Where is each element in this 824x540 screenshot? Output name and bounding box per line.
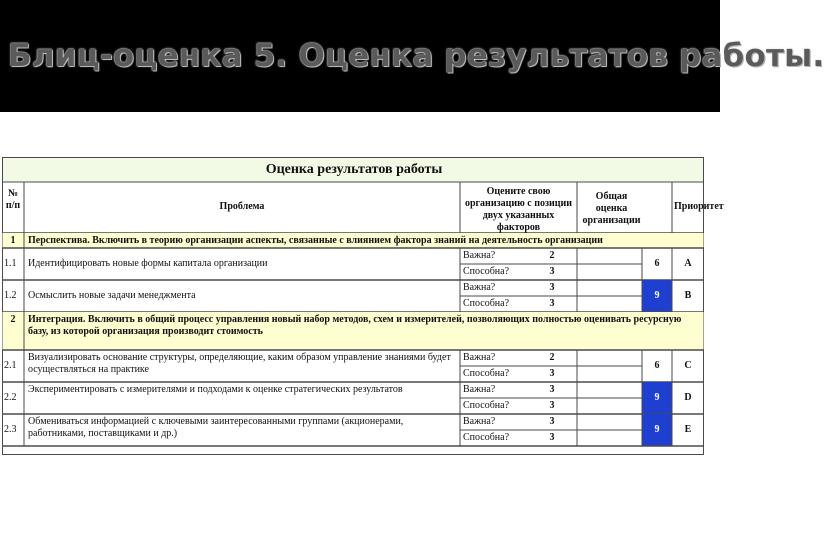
important-label: Важна? xyxy=(463,282,496,293)
able-label: Способна? xyxy=(463,266,510,277)
important-label: Важна? xyxy=(463,384,496,395)
important-score: 2 xyxy=(549,250,555,261)
slide-title: Блиц-оценка 5. Оценка результатов работы. xyxy=(8,38,824,74)
title-banner xyxy=(0,0,824,112)
header-problem: Проблема xyxy=(219,201,265,212)
priority-value: C xyxy=(684,360,692,371)
header-overall: Общая оценка организации xyxy=(582,191,641,226)
item-num: 2.3 xyxy=(4,424,17,435)
overall-score: 9 xyxy=(654,424,660,435)
item-problem: Экспериментировать с измерителями и подходами к оценке стратегических результатов xyxy=(28,384,403,395)
priority-value: D xyxy=(684,392,692,403)
able-label: Способна? xyxy=(463,298,510,309)
important-label: Важна? xyxy=(463,352,496,363)
overall-score: 6 xyxy=(654,258,660,269)
priority-value: A xyxy=(684,258,692,269)
able-score: 3 xyxy=(549,298,555,309)
priority-value: E xyxy=(684,424,692,435)
section-num: 2 xyxy=(10,314,16,325)
item-problem: Идентифицировать новые формы капитала организации xyxy=(28,258,268,269)
important-label: Важна? xyxy=(463,416,496,427)
overall-score: 6 xyxy=(654,360,660,371)
item-problem: Визуализировать основание структуры, определяющие, каким образом управление знаниями будет осуществляться на практике xyxy=(28,352,451,375)
item-problem: Обмениваться информацией с ключевыми заинтересованными группами (акционерами, работниками, поставщиками и др.) xyxy=(28,416,404,439)
important-score: 2 xyxy=(549,352,555,363)
able-score: 3 xyxy=(549,400,555,411)
table-title: Оценка результатов работы xyxy=(265,162,443,177)
able-score: 3 xyxy=(549,266,555,277)
important-score: 3 xyxy=(549,416,555,427)
important-score: 3 xyxy=(549,384,555,395)
section-text: Перспектива. Включить в теорию организации аспекты, связанные с влиянием фактора знаний на деятельность организации xyxy=(28,235,603,246)
item-num: 2.2 xyxy=(4,392,17,403)
important-score: 3 xyxy=(549,282,555,293)
assessment-table xyxy=(2,157,724,455)
header-priority: Приоритет xyxy=(674,201,724,212)
item-problem: Осмыслить новые задачи менеджмента xyxy=(28,290,196,301)
header-num: № п/п xyxy=(5,188,21,211)
able-score: 3 xyxy=(549,432,555,443)
overall-score: 9 xyxy=(654,392,660,403)
item-num: 1.2 xyxy=(4,290,17,301)
section-text: Интеграция. Включить в общий процесс управления новый набор методов, схем и измерителей, позволяющих полностью оценивать ресурсную базу, из которой организация производит стоимость xyxy=(28,314,682,337)
priority-value: B xyxy=(684,290,692,301)
able-label: Способна? xyxy=(463,400,510,411)
header-assess: Оцените свою организацию с позиции двух указанных факторов xyxy=(464,186,573,233)
able-label: Способна? xyxy=(463,432,510,443)
important-label: Важна? xyxy=(463,250,496,261)
able-score: 3 xyxy=(549,368,555,379)
overall-score: 9 xyxy=(654,290,660,301)
item-num: 1.1 xyxy=(4,258,17,269)
able-label: Способна? xyxy=(463,368,510,379)
item-num: 2.1 xyxy=(4,360,17,371)
section-num: 1 xyxy=(10,235,16,246)
